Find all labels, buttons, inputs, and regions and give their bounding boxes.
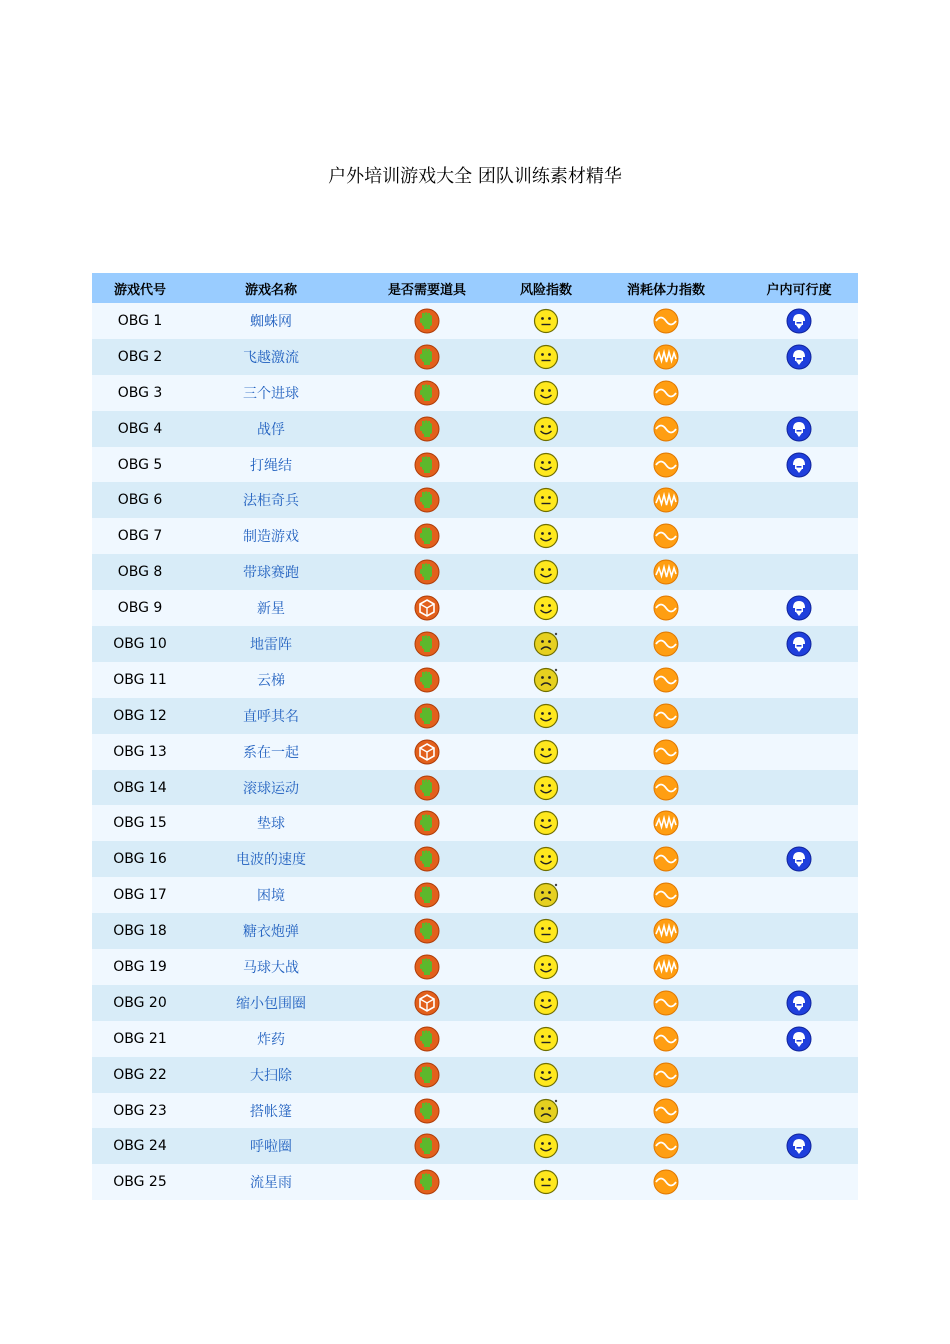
game-code-cell: OBG 6 — [92, 482, 188, 518]
risk-cell — [500, 411, 592, 447]
indoor-cell — [740, 949, 858, 985]
game-code-cell: OBG 9 — [92, 590, 188, 626]
indoor-cell — [740, 626, 858, 662]
game-name-cell[interactable]: 战俘 — [188, 411, 354, 447]
props-cell — [354, 913, 500, 949]
risk-cell — [500, 590, 592, 626]
props-cell — [354, 411, 500, 447]
game-code-cell: OBG 18 — [92, 913, 188, 949]
wave-icon — [653, 595, 679, 621]
energy-cell — [592, 554, 740, 590]
table-row — [92, 877, 858, 913]
neutral-face-icon — [533, 344, 559, 370]
header-energy: 消耗体力指数 — [592, 273, 740, 303]
table-row — [92, 1164, 858, 1200]
table-row — [92, 411, 858, 447]
zigzag-icon — [653, 559, 679, 585]
risk-cell — [500, 303, 592, 339]
energy-cell — [592, 1057, 740, 1093]
props-cell — [354, 734, 500, 770]
indoor-cell — [740, 339, 858, 375]
game-name-cell[interactable]: 电波的速度 — [188, 841, 354, 877]
risk-cell — [500, 734, 592, 770]
header-code: 游戏代号 — [92, 273, 188, 303]
props-cell — [354, 518, 500, 554]
indoor-cell — [740, 1021, 858, 1057]
fist-icon — [414, 667, 440, 693]
header-props: 是否需要道具 — [354, 273, 500, 303]
fist-icon — [414, 882, 440, 908]
game-name-cell[interactable]: 搭帐篷 — [188, 1093, 354, 1129]
table-row — [92, 554, 858, 590]
table-row — [92, 482, 858, 518]
game-name-cell[interactable]: 新星 — [188, 590, 354, 626]
game-code-cell: OBG 21 — [92, 1021, 188, 1057]
game-name-cell[interactable]: 呼啦圈 — [188, 1128, 354, 1164]
energy-cell — [592, 770, 740, 806]
wave-icon — [653, 990, 679, 1016]
fist-icon — [414, 703, 440, 729]
table-row — [92, 770, 858, 806]
energy-cell — [592, 1128, 740, 1164]
fist-icon — [414, 810, 440, 836]
helmet-icon — [786, 308, 812, 334]
page-title: 户外培训游戏大全 团队训练素材精华 — [328, 166, 622, 187]
smile-face-icon — [533, 416, 559, 442]
smile-face-icon — [533, 703, 559, 729]
wave-icon — [653, 1098, 679, 1124]
indoor-cell — [740, 913, 858, 949]
risk-cell — [500, 626, 592, 662]
zigzag-icon — [653, 954, 679, 980]
table-row — [92, 841, 858, 877]
props-cell — [354, 770, 500, 806]
energy-cell — [592, 339, 740, 375]
fist-icon — [414, 1133, 440, 1159]
wave-icon — [653, 739, 679, 765]
game-name-cell[interactable]: 直呼其名 — [188, 698, 354, 734]
fist-icon — [414, 487, 440, 513]
fist-icon — [414, 308, 440, 334]
indoor-cell — [740, 447, 858, 483]
helmet-icon — [786, 1026, 812, 1052]
table-row — [92, 339, 858, 375]
indoor-cell — [740, 590, 858, 626]
game-code-cell: OBG 19 — [92, 949, 188, 985]
indoor-cell — [740, 770, 858, 806]
fist-icon — [414, 775, 440, 801]
game-name-cell[interactable]: 糖衣炮弹 — [188, 913, 354, 949]
sad-face-icon — [533, 631, 559, 657]
helmet-icon — [786, 846, 812, 872]
indoor-cell — [740, 662, 858, 698]
game-name-cell[interactable]: 三个进球 — [188, 375, 354, 411]
game-name-cell[interactable]: 垫球 — [188, 805, 354, 841]
game-name-cell[interactable]: 马球大战 — [188, 949, 354, 985]
game-name-cell[interactable]: 蜘蛛网 — [188, 303, 354, 339]
energy-cell — [592, 375, 740, 411]
table-row — [92, 447, 858, 483]
risk-cell — [500, 554, 592, 590]
props-cell — [354, 1093, 500, 1129]
fist-icon — [414, 1169, 440, 1195]
energy-cell — [592, 913, 740, 949]
risk-cell — [500, 841, 592, 877]
wave-icon — [653, 703, 679, 729]
wave-icon — [653, 775, 679, 801]
games-table — [92, 273, 858, 1200]
fist-icon — [414, 1098, 440, 1124]
energy-cell — [592, 1093, 740, 1129]
props-cell — [354, 662, 500, 698]
props-cell — [354, 841, 500, 877]
game-code-cell: OBG 24 — [92, 1128, 188, 1164]
energy-cell — [592, 626, 740, 662]
helmet-icon — [786, 344, 812, 370]
props-cell — [354, 877, 500, 913]
energy-cell — [592, 447, 740, 483]
helmet-icon — [786, 990, 812, 1016]
smile-face-icon — [533, 954, 559, 980]
fist-icon — [414, 344, 440, 370]
smile-face-icon — [533, 846, 559, 872]
table-row — [92, 805, 858, 841]
props-cell — [354, 805, 500, 841]
game-code-cell: OBG 10 — [92, 626, 188, 662]
indoor-cell — [740, 841, 858, 877]
props-cell — [354, 554, 500, 590]
zigzag-icon — [653, 918, 679, 944]
table-row — [92, 590, 858, 626]
game-code-cell: OBG 2 — [92, 339, 188, 375]
game-code-cell: OBG 20 — [92, 985, 188, 1021]
indoor-cell — [740, 554, 858, 590]
smile-face-icon — [533, 595, 559, 621]
fist-icon — [414, 918, 440, 944]
indoor-cell — [740, 698, 858, 734]
risk-cell — [500, 877, 592, 913]
sad-face-icon — [533, 1098, 559, 1124]
props-cell — [354, 1021, 500, 1057]
game-name-cell[interactable]: 法柜奇兵 — [188, 482, 354, 518]
indoor-cell — [740, 518, 858, 554]
props-cell — [354, 949, 500, 985]
table-row — [92, 1021, 858, 1057]
table-row — [92, 949, 858, 985]
risk-cell — [500, 913, 592, 949]
game-name-cell[interactable]: 流星雨 — [188, 1164, 354, 1200]
props-cell — [354, 1128, 500, 1164]
table-row — [92, 1093, 858, 1129]
props-cell — [354, 698, 500, 734]
smile-face-icon — [533, 523, 559, 549]
risk-cell — [500, 985, 592, 1021]
game-code-cell: OBG 14 — [92, 770, 188, 806]
props-cell — [354, 482, 500, 518]
table-row — [92, 1128, 858, 1164]
game-name-cell[interactable]: 缩小包围圈 — [188, 985, 354, 1021]
risk-cell — [500, 447, 592, 483]
wave-icon — [653, 380, 679, 406]
wave-icon — [653, 523, 679, 549]
risk-cell — [500, 805, 592, 841]
indoor-cell — [740, 411, 858, 447]
risk-cell — [500, 1128, 592, 1164]
game-code-cell: OBG 17 — [92, 877, 188, 913]
indoor-cell — [740, 985, 858, 1021]
table-header-row — [92, 273, 858, 303]
wave-icon — [653, 846, 679, 872]
wave-icon — [653, 452, 679, 478]
game-code-cell: OBG 15 — [92, 805, 188, 841]
fist-icon — [414, 559, 440, 585]
game-code-cell: OBG 23 — [92, 1093, 188, 1129]
energy-cell — [592, 877, 740, 913]
helmet-icon — [786, 595, 812, 621]
zigzag-icon — [653, 810, 679, 836]
smile-face-icon — [533, 739, 559, 765]
game-name-cell[interactable]: 滚球运动 — [188, 770, 354, 806]
fist-icon — [414, 1026, 440, 1052]
energy-cell — [592, 590, 740, 626]
game-name-cell[interactable]: 飞越激流 — [188, 339, 354, 375]
helmet-icon — [786, 1133, 812, 1159]
smile-face-icon — [533, 990, 559, 1016]
indoor-cell — [740, 877, 858, 913]
energy-cell — [592, 1164, 740, 1200]
props-cell — [354, 447, 500, 483]
wave-icon — [653, 1026, 679, 1052]
energy-cell — [592, 303, 740, 339]
wave-icon — [653, 631, 679, 657]
fist-icon — [414, 380, 440, 406]
energy-cell — [592, 698, 740, 734]
helmet-icon — [786, 416, 812, 442]
props-cell — [354, 339, 500, 375]
indoor-cell — [740, 1093, 858, 1129]
risk-cell — [500, 375, 592, 411]
risk-cell — [500, 662, 592, 698]
indoor-cell — [740, 805, 858, 841]
energy-cell — [592, 482, 740, 518]
table-row — [92, 303, 858, 339]
energy-cell — [592, 805, 740, 841]
props-cell — [354, 590, 500, 626]
game-code-cell: OBG 1 — [92, 303, 188, 339]
sad-face-icon — [533, 882, 559, 908]
table-row — [92, 734, 858, 770]
cube-icon — [414, 990, 440, 1016]
table-row — [92, 626, 858, 662]
game-code-cell: OBG 13 — [92, 734, 188, 770]
fist-icon — [414, 954, 440, 980]
energy-cell — [592, 1021, 740, 1057]
table-row — [92, 662, 858, 698]
risk-cell — [500, 949, 592, 985]
fist-icon — [414, 1062, 440, 1088]
game-code-cell: OBG 7 — [92, 518, 188, 554]
wave-icon — [653, 1133, 679, 1159]
game-name-cell[interactable]: 系在一起 — [188, 734, 354, 770]
props-cell — [354, 1164, 500, 1200]
fist-icon — [414, 631, 440, 657]
fist-icon — [414, 452, 440, 478]
sad-face-icon — [533, 667, 559, 693]
energy-cell — [592, 985, 740, 1021]
wave-icon — [653, 667, 679, 693]
fist-icon — [414, 523, 440, 549]
cube-icon — [414, 739, 440, 765]
props-cell — [354, 626, 500, 662]
game-name-cell[interactable]: 打绳结 — [188, 447, 354, 483]
game-name-cell[interactable]: 地雷阵 — [188, 626, 354, 662]
smile-face-icon — [533, 1062, 559, 1088]
table-row — [92, 985, 858, 1021]
fist-icon — [414, 416, 440, 442]
energy-cell — [592, 518, 740, 554]
props-cell — [354, 1057, 500, 1093]
game-code-cell: OBG 8 — [92, 554, 188, 590]
table-row — [92, 1057, 858, 1093]
smile-face-icon — [533, 810, 559, 836]
cube-icon — [414, 595, 440, 621]
energy-cell — [592, 841, 740, 877]
game-name-cell[interactable]: 云梯 — [188, 662, 354, 698]
risk-cell — [500, 518, 592, 554]
game-code-cell: OBG 25 — [92, 1164, 188, 1200]
indoor-cell — [740, 1057, 858, 1093]
game-name-cell[interactable]: 带球赛跑 — [188, 554, 354, 590]
zigzag-icon — [653, 344, 679, 370]
game-code-cell: OBG 22 — [92, 1057, 188, 1093]
wave-icon — [653, 308, 679, 334]
zigzag-icon — [653, 487, 679, 513]
risk-cell — [500, 1093, 592, 1129]
risk-cell — [500, 1057, 592, 1093]
neutral-face-icon — [533, 308, 559, 334]
game-name-cell[interactable]: 炸药 — [188, 1021, 354, 1057]
smile-face-icon — [533, 380, 559, 406]
helmet-icon — [786, 452, 812, 478]
game-name-cell[interactable]: 困境 — [188, 877, 354, 913]
helmet-icon — [786, 631, 812, 657]
risk-cell — [500, 482, 592, 518]
smile-face-icon — [533, 775, 559, 801]
risk-cell — [500, 770, 592, 806]
wave-icon — [653, 882, 679, 908]
wave-icon — [653, 416, 679, 442]
energy-cell — [592, 411, 740, 447]
indoor-cell — [740, 375, 858, 411]
risk-cell — [500, 1164, 592, 1200]
smile-face-icon — [533, 452, 559, 478]
table-row — [92, 913, 858, 949]
table-row — [92, 698, 858, 734]
neutral-face-icon — [533, 918, 559, 944]
energy-cell — [592, 949, 740, 985]
wave-icon — [653, 1062, 679, 1088]
header-indoor: 户内可行度 — [740, 273, 858, 303]
props-cell — [354, 303, 500, 339]
game-code-cell: OBG 5 — [92, 447, 188, 483]
game-code-cell: OBG 11 — [92, 662, 188, 698]
energy-cell — [592, 734, 740, 770]
table-row — [92, 375, 858, 411]
game-code-cell: OBG 12 — [92, 698, 188, 734]
game-code-cell: OBG 16 — [92, 841, 188, 877]
energy-cell — [592, 662, 740, 698]
indoor-cell — [740, 734, 858, 770]
props-cell — [354, 375, 500, 411]
game-code-cell: OBG 4 — [92, 411, 188, 447]
neutral-face-icon — [533, 487, 559, 513]
game-name-cell[interactable]: 制造游戏 — [188, 518, 354, 554]
indoor-cell — [740, 303, 858, 339]
smile-face-icon — [533, 559, 559, 585]
header-risk: 风险指数 — [500, 273, 592, 303]
wave-icon — [653, 1169, 679, 1195]
header-name: 游戏名称 — [188, 273, 354, 303]
risk-cell — [500, 698, 592, 734]
neutral-face-icon — [533, 1169, 559, 1195]
indoor-cell — [740, 1128, 858, 1164]
fist-icon — [414, 846, 440, 872]
table-row — [92, 518, 858, 554]
props-cell — [354, 985, 500, 1021]
risk-cell — [500, 339, 592, 375]
smile-face-icon — [533, 1133, 559, 1159]
game-code-cell: OBG 3 — [92, 375, 188, 411]
game-name-cell[interactable]: 大扫除 — [188, 1057, 354, 1093]
neutral-face-icon — [533, 1026, 559, 1052]
indoor-cell — [740, 1164, 858, 1200]
indoor-cell — [740, 482, 858, 518]
risk-cell — [500, 1021, 592, 1057]
